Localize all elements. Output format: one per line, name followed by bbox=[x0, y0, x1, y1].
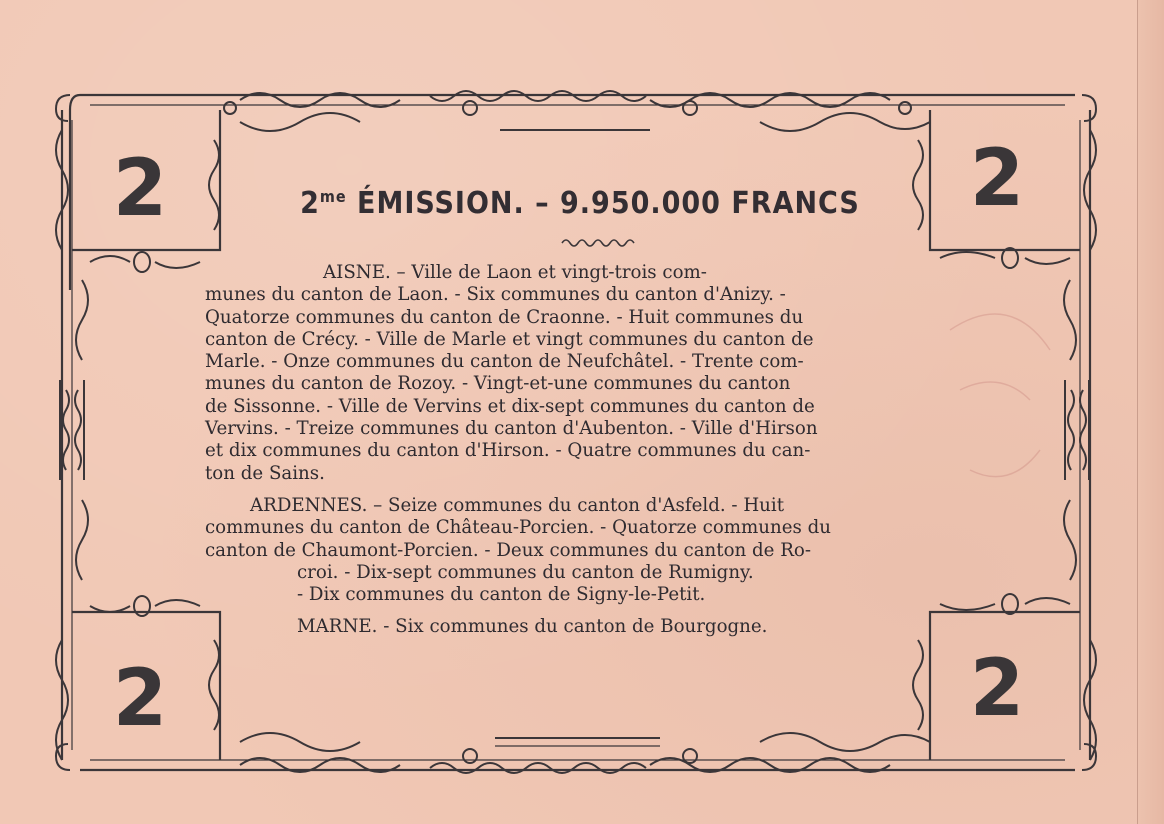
aisne-line-2: munes du canton de Laon. - Six communes du canton d'Anizy. - bbox=[205, 284, 786, 306]
ardennes-line-5: - Dix communes du canton de Signy-le-Petit. bbox=[297, 584, 706, 606]
aisne-line-8: Vervins. - Treize communes du canton d'Aubenton. - Ville d'Hirson bbox=[205, 418, 818, 440]
ardennes-line-1: ARDENNES. – Seize communes du canton d'Asfeld. - Huit bbox=[250, 494, 785, 516]
wavy-divider-icon bbox=[560, 236, 640, 250]
aisne-line-5: Marle. - Onze communes du canton de Neufchâtel. - Trente com- bbox=[205, 351, 804, 373]
title-main: ÉMISSION. – 9.950.000 FRANCS bbox=[346, 186, 860, 221]
aisne-line-9: et dix communes du canton d'Hirson. - Quatre communes du can- bbox=[205, 440, 811, 462]
title-ordinal-suffix: me bbox=[319, 187, 347, 206]
ardennes-line-3: canton de Chaumont-Porcien. - Deux communes du canton de Ro- bbox=[205, 539, 811, 561]
denomination-top-left: 2 bbox=[112, 144, 168, 234]
marne-line-1: MARNE. - Six communes du canton de Bourgogne. bbox=[297, 616, 768, 638]
aisne-line-4: canton de Crécy. - Ville de Marle et vingt communes du canton de bbox=[205, 328, 814, 350]
denomination-bottom-left: 2 bbox=[112, 654, 168, 744]
title-ordinal: 2 bbox=[300, 186, 320, 221]
denomination-bottom-right: 2 bbox=[969, 644, 1025, 734]
ardennes-line-2: communes du canton de Château-Porcien. - Quatorze communes du bbox=[205, 517, 831, 539]
ardennes-line-4: croi. - Dix-sept communes du canton de Rumigny. bbox=[297, 561, 754, 583]
emission-title bbox=[250, 186, 910, 221]
aisne-line-3: Quatorze communes du canton de Craonne. - Huit communes du bbox=[205, 306, 804, 328]
aisne-line-6: munes du canton de Rozoy. - Vingt-et-une communes du canton bbox=[205, 373, 791, 395]
communes-list bbox=[205, 262, 960, 639]
aisne-line-7: de Sissonne. - Ville de Vervins et dix-sept communes du canton de bbox=[205, 395, 815, 417]
aisne-line-1: AISNE. – Ville de Laon et vingt-trois com- bbox=[323, 262, 707, 283]
denomination-top-right: 2 bbox=[969, 134, 1025, 224]
aisne-line-10: ton de Sains. bbox=[205, 462, 325, 484]
